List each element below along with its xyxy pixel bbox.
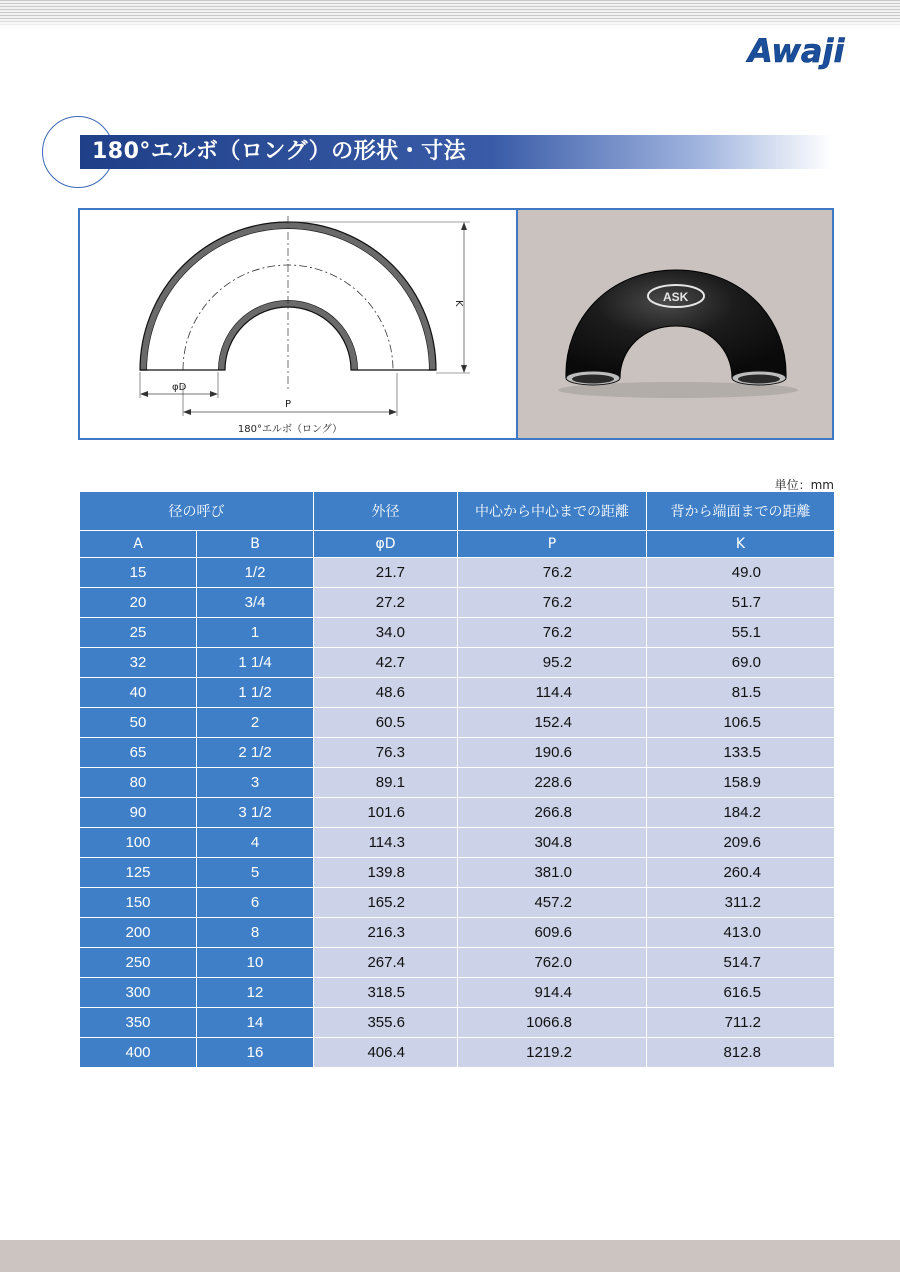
header-stripe-band <box>0 0 900 28</box>
cell-outer-diameter: 267.4 <box>314 948 458 978</box>
cell-outer-diameter: 42.7 <box>314 648 458 678</box>
dimension-table <box>79 491 835 1068</box>
cell-k: 55.1 <box>647 618 835 648</box>
cell-b: 6 <box>197 888 314 918</box>
cell-a: 300 <box>80 978 197 1008</box>
cell-b: 1 <box>197 618 314 648</box>
table-body <box>80 558 835 1068</box>
cell-k: 812.8 <box>647 1038 835 1068</box>
cell-p: 95.2 <box>458 648 647 678</box>
table-row <box>80 828 835 858</box>
cell-k: 133.5 <box>647 738 835 768</box>
table-row <box>80 1008 835 1038</box>
header-od-symbol: φD <box>314 531 458 558</box>
table-row <box>80 558 835 588</box>
table-row <box>80 858 835 888</box>
cell-b: 12 <box>197 978 314 1008</box>
table-header-row <box>80 492 835 531</box>
cell-k: 209.6 <box>647 828 835 858</box>
cell-outer-diameter: 216.3 <box>314 918 458 948</box>
cell-b: 2 <box>197 708 314 738</box>
table-row <box>80 768 835 798</box>
p-label: P <box>285 399 292 410</box>
table-row <box>80 648 835 678</box>
cell-outer-diameter: 318.5 <box>314 978 458 1008</box>
brand-logo-text: Awaji <box>748 32 845 70</box>
drawing-caption: 180°エルボ（ロング） <box>237 424 343 435</box>
table-row <box>80 798 835 828</box>
header-center-to-center: 中心から中心までの距離 <box>458 492 647 531</box>
cell-b: 1/2 <box>197 558 314 588</box>
cell-k: 158.9 <box>647 768 835 798</box>
d-label: φD <box>172 382 187 393</box>
k-arrow-top <box>461 222 467 230</box>
cell-a: 100 <box>80 828 197 858</box>
cell-outer-diameter: 60.5 <box>314 708 458 738</box>
cell-p: 76.2 <box>458 588 647 618</box>
cell-k: 51.7 <box>647 588 835 618</box>
figure-panel <box>78 208 834 440</box>
table-row <box>80 708 835 738</box>
page-title: 180°エルボ（ロング）の形状・寸法 <box>92 139 467 164</box>
header-nominal-size: 径の呼び <box>80 492 314 531</box>
d-arrow-left <box>140 391 148 397</box>
cell-outer-diameter: 76.3 <box>314 738 458 768</box>
cell-p: 228.6 <box>458 768 647 798</box>
elbow-photo-panel <box>518 210 832 438</box>
cell-a: 40 <box>80 678 197 708</box>
footer-band <box>0 1240 900 1272</box>
header-k: K <box>647 531 835 558</box>
table-row <box>80 738 835 768</box>
k-arrow-bottom <box>461 365 467 373</box>
cell-k: 106.5 <box>647 708 835 738</box>
cell-b: 3/4 <box>197 588 314 618</box>
cell-a: 125 <box>80 858 197 888</box>
cell-b: 14 <box>197 1008 314 1038</box>
cell-a: 65 <box>80 738 197 768</box>
cell-k: 260.4 <box>647 858 835 888</box>
cell-b: 4 <box>197 828 314 858</box>
table-row <box>80 618 835 648</box>
cell-a: 32 <box>80 648 197 678</box>
cell-b: 3 1/2 <box>197 798 314 828</box>
cell-p: 266.8 <box>458 798 647 828</box>
cell-a: 80 <box>80 768 197 798</box>
cell-outer-diameter: 21.7 <box>314 558 458 588</box>
table-row <box>80 918 835 948</box>
cell-p: 304.8 <box>458 828 647 858</box>
cell-a: 20 <box>80 588 197 618</box>
cell-b: 2 1/2 <box>197 738 314 768</box>
cell-k: 49.0 <box>647 558 835 588</box>
cell-b: 1 1/4 <box>197 648 314 678</box>
cell-p: 762.0 <box>458 948 647 978</box>
cell-b: 10 <box>197 948 314 978</box>
elbow-photo-body <box>566 270 786 378</box>
p-arrow-right <box>389 409 397 415</box>
cell-p: 1066.8 <box>458 1008 647 1038</box>
unit-note: 単位：mm <box>774 478 834 492</box>
cell-k: 69.0 <box>647 648 835 678</box>
table-row <box>80 888 835 918</box>
cell-k: 311.2 <box>647 888 835 918</box>
cell-outer-diameter: 406.4 <box>314 1038 458 1068</box>
cell-outer-diameter: 165.2 <box>314 888 458 918</box>
header-outer-diameter: 外径 <box>314 492 458 531</box>
cell-outer-diameter: 27.2 <box>314 588 458 618</box>
left-pipe-bore <box>572 375 614 384</box>
cell-b: 8 <box>197 918 314 948</box>
cell-outer-diameter: 355.6 <box>314 1008 458 1038</box>
cell-p: 76.2 <box>458 558 647 588</box>
cell-k: 514.7 <box>647 948 835 978</box>
awaji-logo <box>744 28 874 70</box>
cell-a: 90 <box>80 798 197 828</box>
table-subheader-row <box>80 531 835 558</box>
cell-a: 150 <box>80 888 197 918</box>
cell-k: 711.2 <box>647 1008 835 1038</box>
cell-p: 76.2 <box>458 618 647 648</box>
ask-stamp: ASK <box>663 290 689 304</box>
cell-outer-diameter: 114.3 <box>314 828 458 858</box>
k-label: K <box>453 300 464 307</box>
cell-outer-diameter: 34.0 <box>314 618 458 648</box>
cell-a: 200 <box>80 918 197 948</box>
cell-b: 3 <box>197 768 314 798</box>
cell-k: 616.5 <box>647 978 835 1008</box>
table-row <box>80 1038 835 1068</box>
cell-k: 81.5 <box>647 678 835 708</box>
table-row <box>80 678 835 708</box>
table-row <box>80 588 835 618</box>
cell-a: 50 <box>80 708 197 738</box>
cell-a: 250 <box>80 948 197 978</box>
right-pipe-bore <box>738 375 780 384</box>
p-arrow-left <box>183 409 191 415</box>
cell-p: 152.4 <box>458 708 647 738</box>
cell-a: 15 <box>80 558 197 588</box>
cell-k: 184.2 <box>647 798 835 828</box>
cell-outer-diameter: 89.1 <box>314 768 458 798</box>
cell-a: 350 <box>80 1008 197 1038</box>
table-row <box>80 948 835 978</box>
cell-p: 914.4 <box>458 978 647 1008</box>
header-b: B <box>197 531 314 558</box>
header-p: P <box>458 531 647 558</box>
elbow-drawing-panel <box>80 210 516 438</box>
cell-b: 5 <box>197 858 314 888</box>
cell-b: 16 <box>197 1038 314 1068</box>
table-row <box>80 978 835 1008</box>
cell-b: 1 1/2 <box>197 678 314 708</box>
elbow-dimension-drawing <box>80 210 516 438</box>
cell-p: 609.6 <box>458 918 647 948</box>
cell-outer-diameter: 48.6 <box>314 678 458 708</box>
header-a: A <box>80 531 197 558</box>
header-back-to-face: 背から端面までの距離 <box>647 492 835 531</box>
cell-outer-diameter: 139.8 <box>314 858 458 888</box>
cell-a: 400 <box>80 1038 197 1068</box>
elbow-photo <box>518 210 832 438</box>
d-arrow-right <box>210 391 218 397</box>
cell-p: 381.0 <box>458 858 647 888</box>
cell-p: 457.2 <box>458 888 647 918</box>
cell-outer-diameter: 101.6 <box>314 798 458 828</box>
cell-p: 1219.2 <box>458 1038 647 1068</box>
cell-k: 413.0 <box>647 918 835 948</box>
cell-a: 25 <box>80 618 197 648</box>
cell-p: 190.6 <box>458 738 647 768</box>
cell-p: 114.4 <box>458 678 647 708</box>
